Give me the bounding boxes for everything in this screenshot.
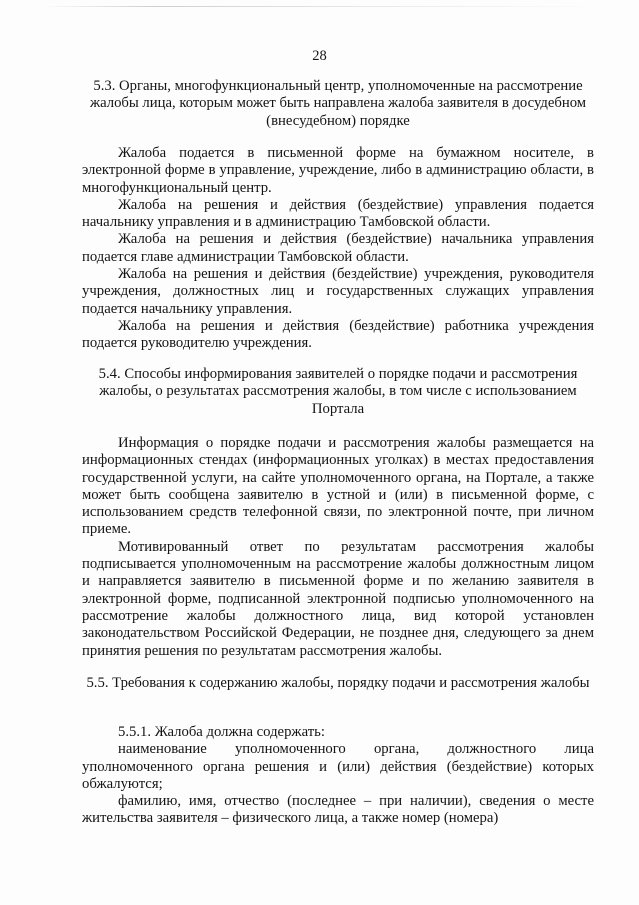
section-5-3-body [82, 145, 594, 353]
paragraph: Жалоба на решения и действия (бездействие) работника учреждения подается руководителю учреждения. [82, 317, 594, 352]
section-5-3-heading-block [82, 78, 594, 130]
section-5-4-heading-block [82, 366, 594, 418]
section-5-3-heading: 5.3. Органы, многофункциональный центр, уполномоченные на рассмотрение жалобы лица, которым может быть направлена жалоба заявителя в досудебном (внесудебном) порядке [89, 78, 587, 129]
paragraph: 5.5.1. Жалоба должна содержать: [118, 724, 325, 740]
page-number: 28 [312, 48, 327, 64]
paragraph: фамилию, имя, отчество (последнее – при наличии), сведения о месте жительства заявителя – физического лица, а также номер (номера) [82, 793, 594, 827]
scan-edge-line [40, 6, 600, 7]
section-5-4-body [82, 435, 594, 660]
section-5-5-heading-block [82, 675, 594, 692]
paragraph: Мотивированный ответ по результатам рассмотрения жалобы подписывается уполномоченным на рассмотрение жалобы должностным лицом и направляется заявителю в письменной форме и по желанию заявителя в электронной форме, подписанной электронной подписью уполномоченного на рассмотрение жалобы должностного лица, вид которой установлен законодательством Российской Федерации, не позднее дня, следующего за днем принятия решения по результатам рассмотрения жалобы. [82, 538, 594, 659]
section-5-5-heading: 5.5. Требования к содержанию жалобы, порядку подачи и рассмотрения жалобы [86, 675, 590, 691]
section-5-5-body [82, 724, 594, 828]
paragraph: наименование уполномоченного органа, должностного лица уполномоченного органа решения и (или) действия (бездействие) которых обжалуются; [82, 741, 594, 792]
section-5-4-heading: 5.4. Способы информирования заявителей о порядке подачи и рассмотрения жалобы, о результатах рассмотрения жалобы, в том числе с использованием Портала [98, 366, 578, 417]
paragraph: Жалоба на решения и действия (бездействие) начальника управления подается главе администрации Тамбовской области. [82, 231, 594, 265]
paragraph: Жалоба на решения и действия (бездействие) управления подается начальнику управления и в администрацию Тамбовской области. [82, 196, 594, 231]
paragraph: Жалоба на решения и действия (бездействие) учреждения, руководителя учреждения, должностных лиц и государственных служащих управления подается начальнику управления. [82, 266, 594, 317]
paragraph: Жалоба подается в письменной форме на бумажном носителе, в электронной форме в управление, учреждение, либо в администрацию области, в многофункциональный центр. [82, 145, 594, 196]
paragraph: Информация о порядке подачи и рассмотрения жалобы размещается на информационных стендах (информационных уголках) в местах предоставления государственной услуги, на сайте уполномоченного органа, на Портале, а также может быть сообщена заявителю в устной и (или) в письменной форме, с использованием средств телефонной связи, по электронной почте, при личном приеме. [82, 435, 594, 538]
